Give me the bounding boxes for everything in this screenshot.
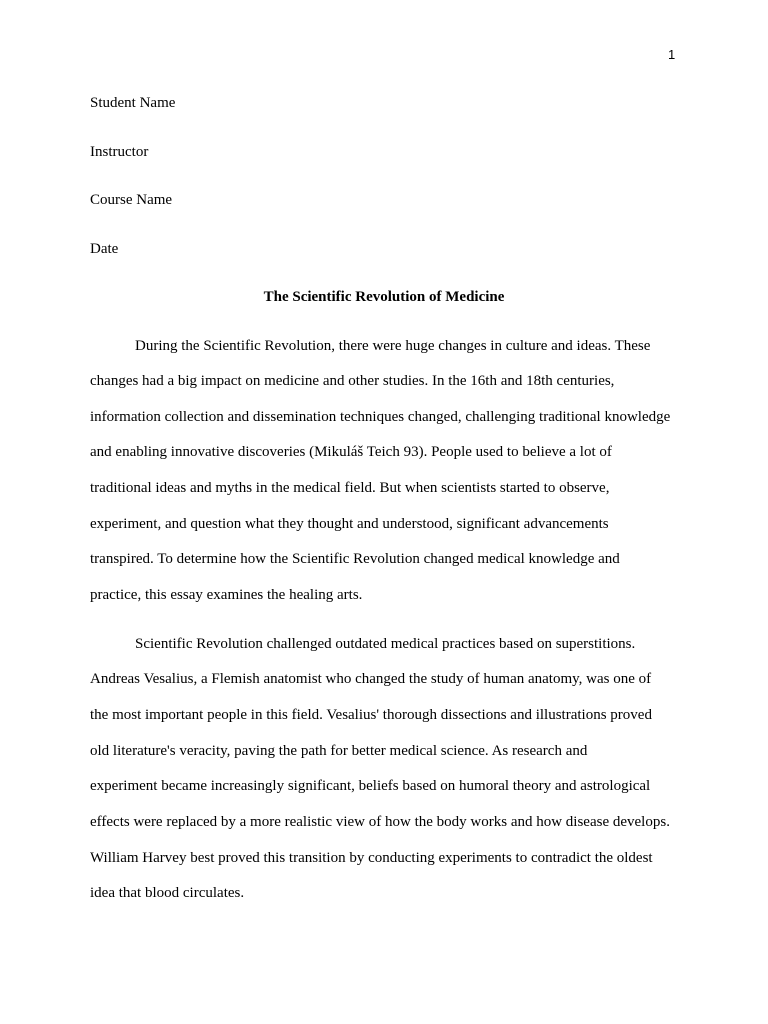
- paragraph-2-line-7: William Harvey best proved this transition by conducting experiments to contradict the oldest: [90, 850, 653, 866]
- document-title: The Scientific Revolution of Medicine: [263, 289, 505, 305]
- paragraph-1-line-1: During the Scientific Revolution, there were huge changes in culture and ideas. These: [135, 338, 651, 354]
- page-number: 1: [668, 47, 676, 62]
- instructor: Instructor: [90, 144, 149, 160]
- paragraph-2-line-3: the most important people in this field. Vesalius' thorough dissections and illustrations proved: [90, 707, 652, 723]
- paragraph-1-line-4: and enabling innovative discoveries (Mikuláš Teich 93). People used to believe a lot of: [90, 444, 612, 460]
- student-name: Student Name: [90, 95, 176, 111]
- paragraph-1-line-6: experiment, and question what they thought and understood, significant advancements: [90, 516, 609, 532]
- paragraph-1-line-5: traditional ideas and myths in the medical field. But when scientists started to observe,: [90, 480, 610, 496]
- paragraph-2-line-2: Andreas Vesalius, a Flemish anatomist who changed the study of human anatomy, was one of: [90, 671, 652, 687]
- paragraph-2-line-1: Scientific Revolution challenged outdated medical practices based on superstitions.: [135, 636, 636, 652]
- paragraph-2-line-8: idea that blood circulates.: [90, 885, 245, 901]
- date: Date: [90, 241, 119, 257]
- paragraph-1-line-3: information collection and dissemination techniques changed, challenging traditional knowledge: [90, 409, 671, 425]
- course-name: Course Name: [90, 192, 173, 208]
- paragraph-2-line-4: old literature's veracity, paving the path for better medical science. As research and: [90, 743, 588, 759]
- paragraph-2-line-5: experiment became increasingly significant, beliefs based on humoral theory and astrological: [90, 778, 651, 794]
- paragraph-1-line-8: practice, this essay examines the healing arts.: [90, 587, 363, 603]
- paragraph-2-line-6: effects were replaced by a more realistic view of how the body works and how disease develops.: [90, 814, 670, 830]
- paragraph-1-line-2: changes had a big impact on medicine and other studies. In the 16th and 18th centuries,: [90, 373, 615, 389]
- paragraph-1-line-7: transpired. To determine how the Scientific Revolution changed medical knowledge and: [90, 551, 620, 567]
